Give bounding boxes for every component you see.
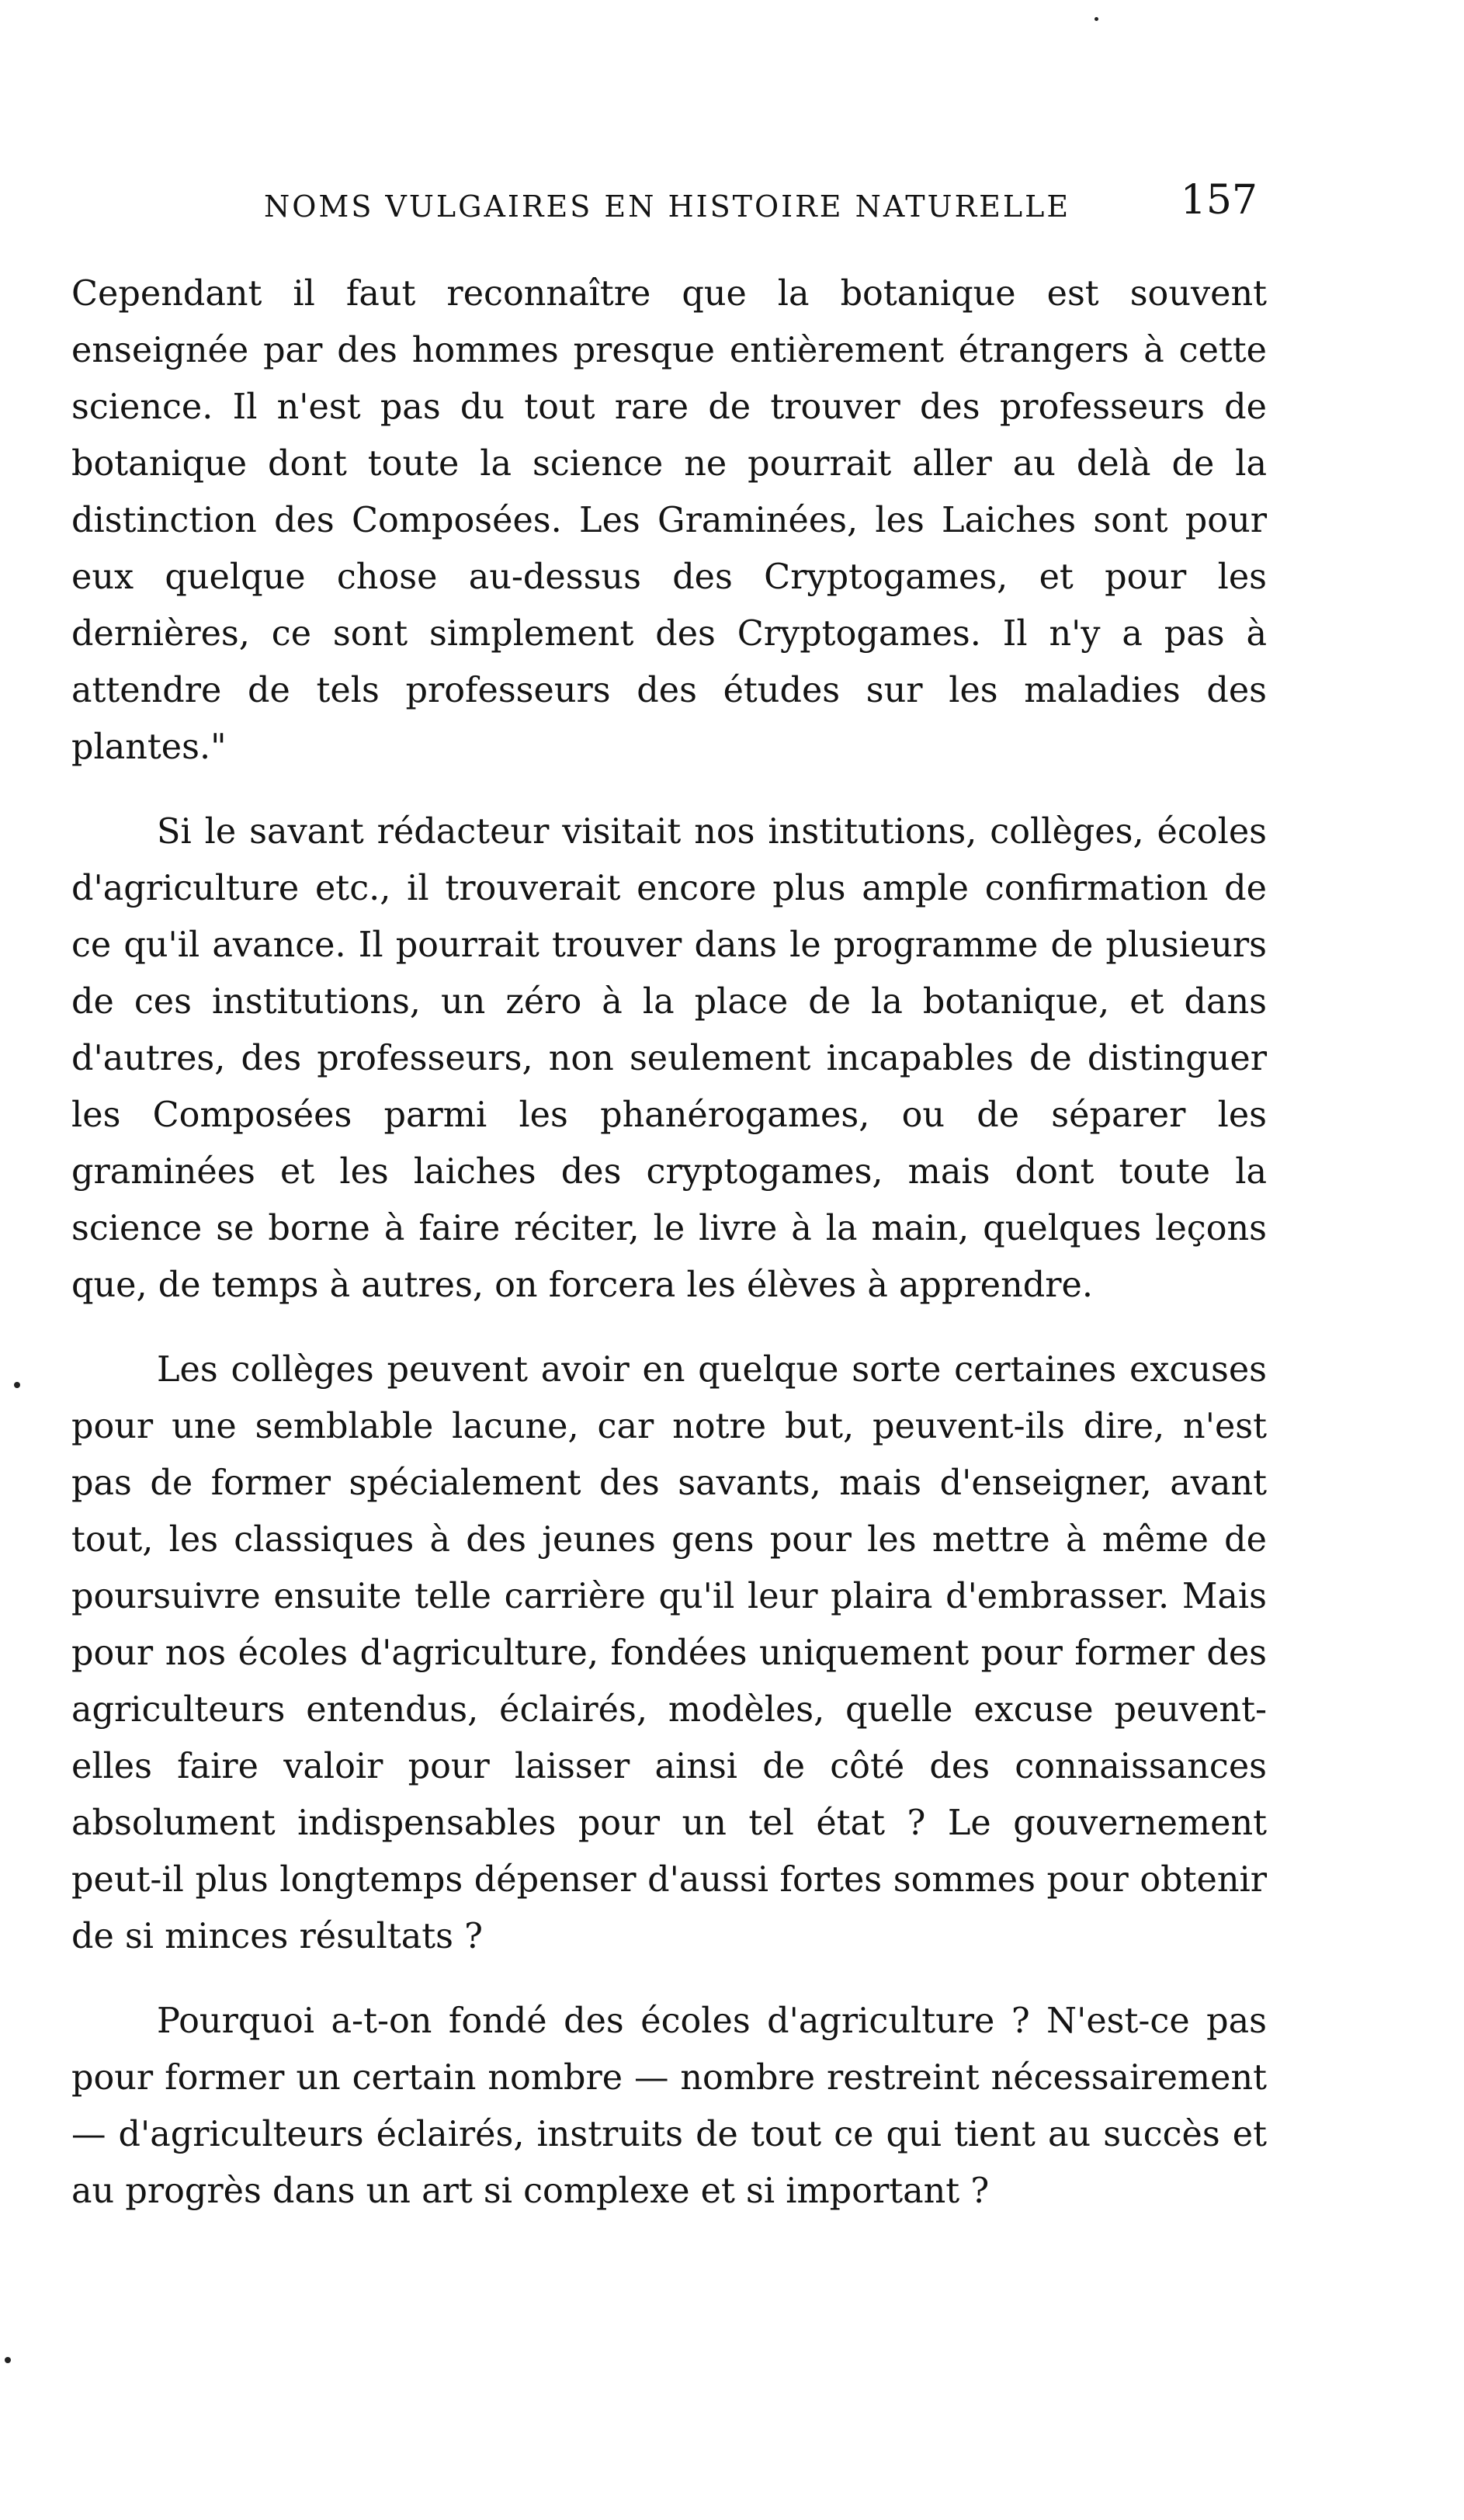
- paragraph-2: Si le savant rédacteur visitait nos institutions, collèges, écoles d'agriculture etc., il trouverait encore plus ample confirmation de ce qu'il avance. Il pourrait trouver dans le programme de plusieurs de ces institutions, un zéro à la place de la botanique, et dans d'autres, des professeurs, non seulement incapables de distinguer les Composées parmi les phanérogames, ou de séparer les graminées et les laiches des cryptogames, mais dont toute la science se borne à faire réciter, le livre à la main, quelques leçons que, de temps à autres, on forcera les élèves à apprendre.: [71, 812, 1267, 1305]
- scan-speck: [1095, 17, 1098, 21]
- running-title: NOMS VULGAIRES EN HISTOIRE NATURELLE: [264, 189, 1071, 224]
- scan-speck: [14, 1382, 20, 1388]
- paragraph-1: Cependant il faut reconnaître que la botanique est souvent enseignée par des hommes presque entièrement étrangers à cette science. Il n'est pas du tout rare de trouver des professeurs de botanique dont toute la science ne pourrait aller au delà de la distinction des Composées. Les Graminées, les Laiches sont pour eux quelque chose au-dessus des Cryptogames, et pour les dernières, ce sont simplement des Cryptogames. Il n'y a pas à attendre de tels professeurs des études sur les maladies des plantes.": [71, 274, 1267, 767]
- paragraph-4: Pourquoi a-t-on fondé des écoles d'agriculture ? N'est-ce pas pour former un certain nombre — nombre restreint nécessairement — d'agriculteurs éclairés, instruits de tout ce qui tient au succès et au progrès dans un art si complexe et si important ?: [71, 2001, 1267, 2211]
- body-text: [71, 266, 1267, 2248]
- scan-speck: [5, 2357, 11, 2363]
- paragraph-3: Les collèges peuvent avoir en quelque sorte certaines excuses pour une semblable lacune, car notre but, peuvent-ils dire, n'est pas de former spécialement des savants, mais d'enseigner, avant tout, les classiques à des jeunes gens pour les mettre à même de poursuivre ensuite telle carrière qu'il leur plaira d'embrasser. Mais pour nos écoles d'agriculture, fondées uniquement pour former des agriculteurs entendus, éclairés, modèles, quelle excuse peuvent-elles faire valoir pour laisser ainsi de côté des connaissances absolument indispensables pour un tel état ? Le gouvernement peut-il plus longtemps dépenser d'aussi fortes sommes pour obtenir de si minces résultats ?: [71, 1350, 1267, 1956]
- page-number: 157: [1180, 177, 1258, 224]
- running-head: [217, 177, 1258, 231]
